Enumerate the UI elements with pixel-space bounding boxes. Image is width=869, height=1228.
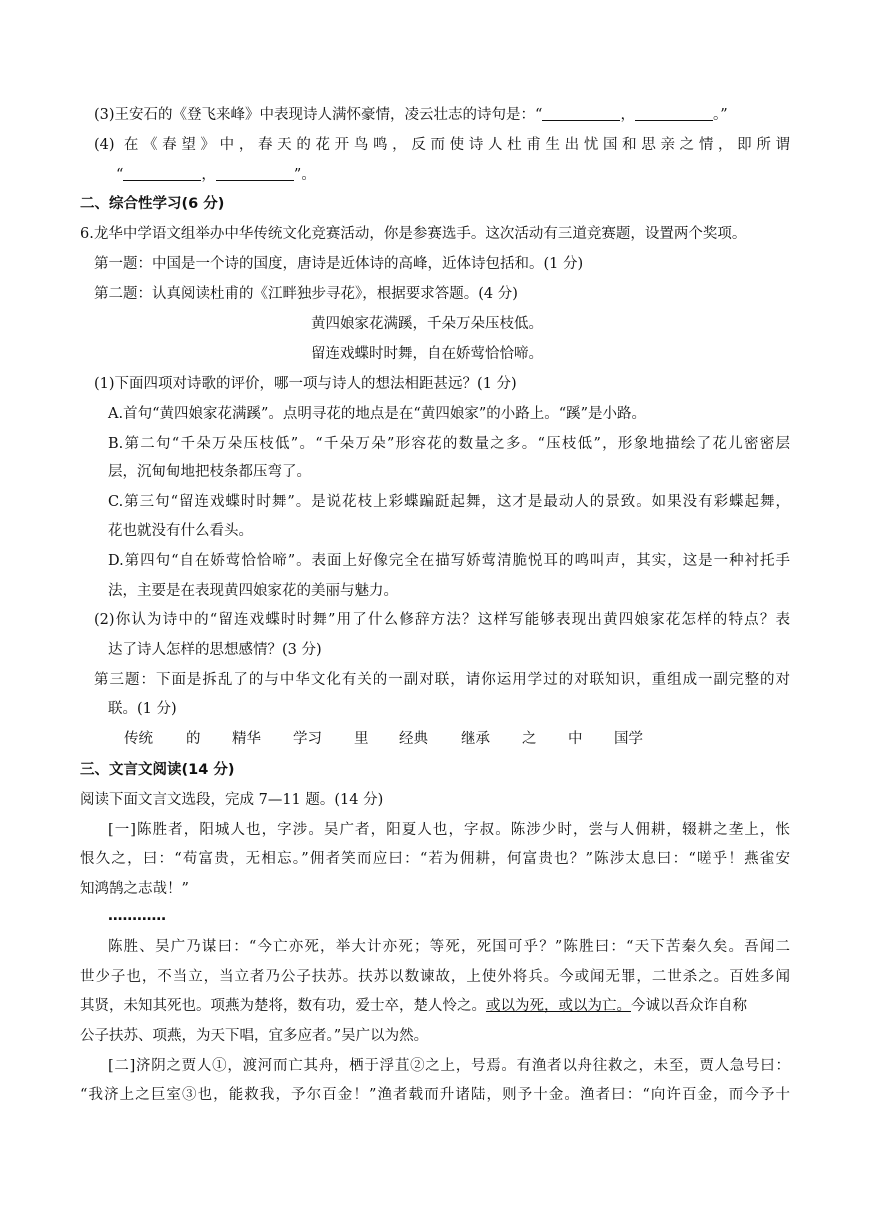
couplet-word: 国学 — [614, 731, 643, 747]
poem-line-2: 留连戏蝶时时舞，自在娇莺恰恰啼。 — [311, 346, 543, 362]
couplet-word-bank — [0, 729, 869, 749]
ellipsis: ………… — [108, 908, 166, 924]
task-2: 第二题：认真阅读杜甫的《江畔独步寻花》，根据要求答题。(4 分) — [94, 286, 518, 302]
question-4-line-2 — [116, 165, 316, 185]
separator: ， — [201, 167, 216, 183]
option-a: A.首句“黄四娘家花满蹊”。点明寻花的地点是在“黄四娘家”的小路上。“蹊”是小路。 — [108, 406, 647, 422]
passage-1-line-1: [一]陈胜者，阳城人也，字涉。吴广者，阳夏人也，字叔。陈涉少时，尝与人佣耕，辍耕之垄上，怅 — [108, 822, 790, 838]
passage-3-line-2: “我济上之巨室③也，能救我，予尔百金！”渔者载而升诸陆，则予十金。渔者曰：“向许百金，而今予十 — [80, 1087, 790, 1103]
section-3-title: 三、文言文阅读(14 分) — [80, 762, 235, 778]
passage-2-line-3 — [80, 996, 747, 1016]
sub-question-1: (1)下面四项对诗歌的评价，哪一项与诗人的想法相距甚远？(1 分) — [94, 376, 517, 392]
question-4-line-1: (4) 在《春望》中，春天的花开鸟鸣，反而使诗人杜甫生出忧国和思亲之情，即所谓 — [94, 137, 790, 153]
question-3 — [94, 105, 728, 125]
option-c-line-2: 花也就没有什么看头。 — [108, 523, 253, 539]
couplet-word: 之 — [522, 731, 537, 747]
opening-quote: “ — [116, 167, 124, 183]
couplet-word: 经典 — [399, 731, 428, 747]
option-d-line-1: D.第四句“自在娇莺恰恰啼”。表面上好像完全在描写娇莺清脆悦耳的鸣叫声，其实，这是一种衬托手 — [108, 553, 790, 569]
sub-question-2-line-1: (2)你认为诗中的“留连戏蝶时时舞”用了什么修辞方法？这样写能够表现出黄四娘家花怎样的特点？表 — [94, 612, 790, 628]
option-d-line-2: 法，主要是在表现黄四娘家花的美丽与魅力。 — [108, 583, 398, 599]
couplet-word: 传统 — [124, 731, 153, 747]
separator: ， — [620, 107, 635, 123]
couplet-word: 的 — [186, 731, 201, 747]
task-3-line-1: 第三题：下面是拆乱了的与中华文化有关的一副对联，请你运用学过的对联知识，重组成一副完整的对 — [94, 672, 790, 688]
passage-2-text: 今诚以吾众诈自称 — [631, 998, 747, 1014]
task-1: 第一题：中国是一个诗的国度，唐诗是近体诗的高峰，近体诗包括和。(1 分) — [94, 256, 584, 272]
passage-2-line-1: 陈胜、吴广乃谋曰：“今亡亦死，举大计亦死；等死，死国可乎？”陈胜曰：“天下苦秦久矣。吾闻二 — [108, 939, 790, 955]
sub-question-2-line-2: 达了诗人怎样的思想感情？(3 分) — [108, 642, 322, 658]
reading-instruction: 阅读下面文言文选段，完成 7—11 题。(14 分) — [80, 792, 384, 808]
answer-blank[interactable] — [216, 166, 294, 181]
answer-blank[interactable] — [542, 106, 620, 121]
option-c-line-1: C.第三句“留连戏蝶时时舞”。是说花枝上彩蝶蹁跹起舞，这才是最动人的景致。如果没有彩蝶起舞， — [108, 494, 790, 510]
closing-quote: ”。 — [293, 167, 316, 183]
question-6-intro: 6.龙华中学语文组举办中华传统文化竞赛活动，你是参赛选手。这次活动有三道竞赛题，设置两个奖项。 — [80, 226, 747, 242]
passage-2-text: 其贤，未知其死也。项燕为楚将，数有功，爱士卒，楚人怜之。 — [80, 998, 486, 1014]
passage-3-line-1: [二]济阴之贾人①，渡河而亡其舟，栖于浮苴②之上，号焉。有渔者以舟往救之，未至，贾人急号曰： — [108, 1058, 790, 1074]
poem-line-1: 黄四娘家花满蹊，千朵万朵压枝低。 — [311, 316, 543, 332]
passage-1-line-2: 恨久之，曰：“苟富贵，无相忘。”佣者笑而应曰：“若为佣耕，何富贵也？”陈涉太息曰：“嗟乎！燕雀安 — [80, 851, 790, 867]
question-3-text: (3)王安石的《登飞来峰》中表现诗人满怀豪情，凌云壮志的诗句是：“ — [94, 107, 543, 123]
answer-blank[interactable] — [123, 166, 201, 181]
closing-quote: 。” — [712, 107, 728, 123]
option-b-line-2: 层，沉甸甸地把枝条都压弯了。 — [108, 464, 311, 480]
couplet-word: 学习 — [293, 731, 322, 747]
underlined-sentence: 或以为死，或以为亡。 — [486, 998, 631, 1014]
passage-2-line-2: 世少子也，不当立，当立者乃公子扶苏。扶苏以数谏故，上使外将兵。今或闻无罪，二世杀之。百姓多闻 — [80, 969, 790, 985]
answer-blank[interactable] — [635, 106, 713, 121]
couplet-word: 中 — [568, 731, 583, 747]
couplet-word: 继承 — [461, 731, 490, 747]
passage-1-line-3: 知鸿鹄之志哉！” — [80, 881, 189, 897]
passage-2-line-4: 公子扶苏、项燕，为天下唱，宜多应者。”吴广以为然。 — [80, 1028, 429, 1044]
task-3-line-2: 联。(1 分) — [108, 701, 177, 717]
couplet-word: 精华 — [232, 731, 261, 747]
couplet-word: 里 — [354, 731, 369, 747]
section-2-title: 二、综合性学习(6 分) — [80, 196, 225, 212]
option-b-line-1: B.第二句“千朵万朵压枝低”。“千朵万朵”形容花的数量之多。“压枝低”，形象地描绘了花儿密密层 — [108, 436, 790, 452]
